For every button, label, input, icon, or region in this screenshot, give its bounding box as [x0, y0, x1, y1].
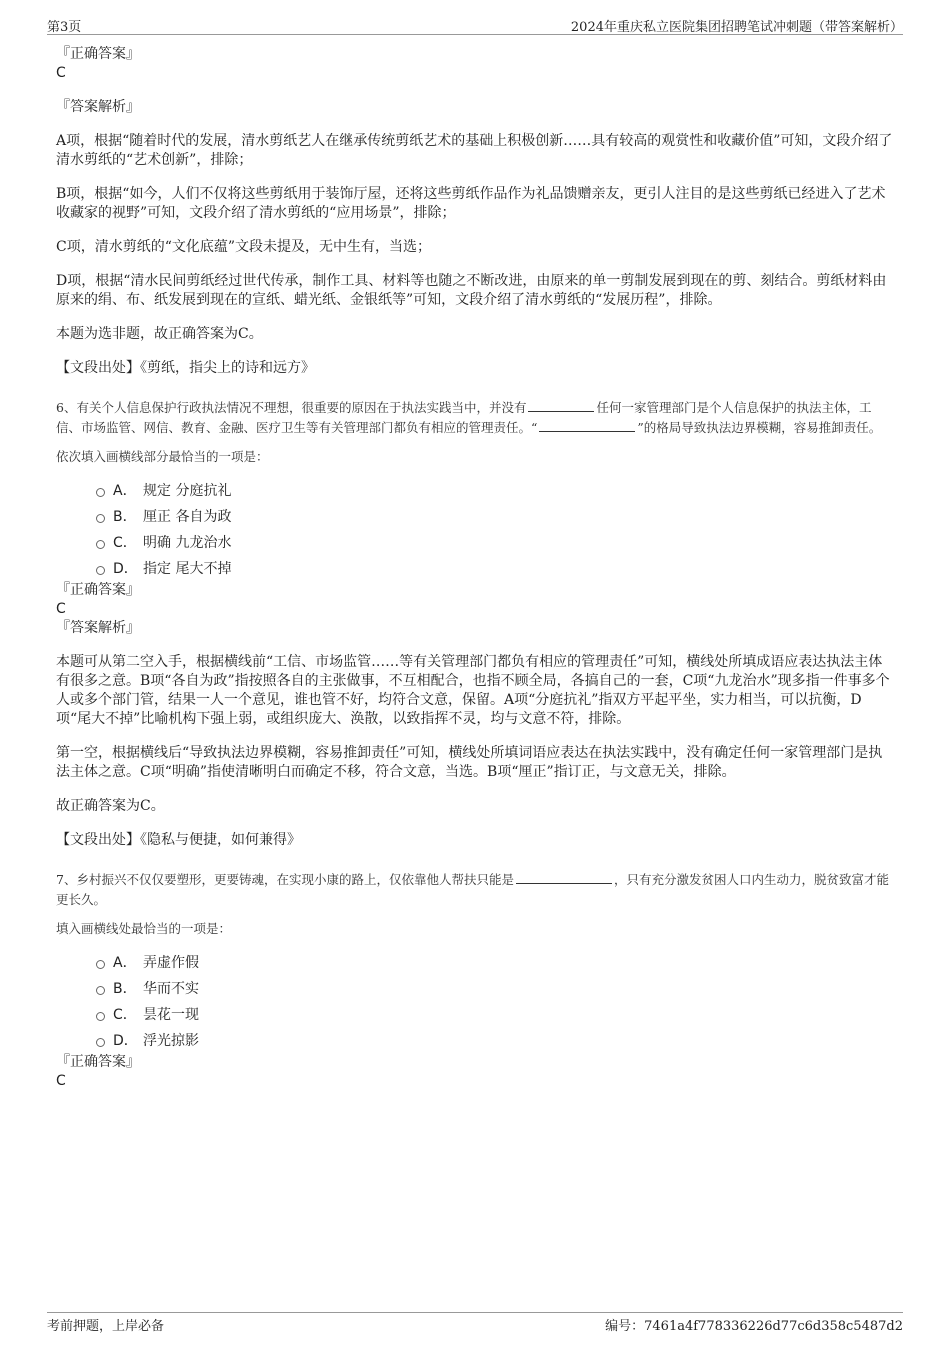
analysis-paragraph: 本题为选非题，故正确答案为C。 — [56, 326, 263, 342]
document-code: 编号：7461a4f778336226d77c6d358c5487d2 — [605, 1319, 903, 1334]
analysis-paragraph: D项，根据“清水民间剪纸经过世代传承，制作工具、材料等也随之不断改进，由原来的单一剪制发展到现在的剪、刻结合。剪纸材料由原来的绢、布、纸发展到现在的宣纸、蜡光纸、金银纸等”可知，文段介绍了清水剪纸的“发展历程”，排除。 — [56, 273, 887, 308]
radio-icon[interactable] — [96, 488, 105, 497]
page-footer — [47, 1312, 903, 1335]
option-c[interactable]: C． 明确 九龙治水 — [96, 529, 896, 555]
answer-value: C — [56, 65, 66, 81]
page-number: 第3页 — [47, 20, 82, 35]
page-header — [47, 14, 903, 35]
question-instruction: 填入画横线处最恰当的一项是： — [56, 921, 232, 936]
option-d[interactable]: D． 指定 尾大不掉 — [96, 555, 896, 581]
page-content — [56, 45, 896, 1091]
option-list — [96, 949, 896, 1053]
radio-icon[interactable] — [96, 566, 105, 575]
fill-blank — [528, 398, 594, 412]
analysis-paragraph: 故正确答案为C。 — [56, 798, 165, 814]
radio-icon[interactable] — [96, 1038, 105, 1047]
question-stem: 6、有关个人信息保护行政执法情况不理想，很重要的原因在于执法实践当中，并没有 任何一家管理部门是个人信息保护的执法主体，工信、市场监管、网信、教育、金融、医疗卫生等有关管理部门都负有相应的管理责任。“ ”的格局导致执法边界模糊，容易推卸责任。 — [56, 400, 882, 435]
analysis-paragraph: C项，清水剪纸的“文化底蕴”文段未提及，无中生有，当选； — [56, 239, 432, 255]
source-citation: 【文段出处】《隐私与便捷，如何兼得》 — [56, 832, 301, 848]
question-stem: 7、乡村振兴不仅仅要塑形，更要铸魂，在实现小康的路上，仅依靠他人帮扶只能是 ，只有充分激发贫困人口内生动力，脱贫致富才能更长久。 — [56, 872, 889, 907]
analysis-label: 『答案解析』 — [56, 620, 140, 636]
option-d[interactable]: D． 浮光掠影 — [96, 1027, 896, 1053]
option-c[interactable]: C． 昙花一现 — [96, 1001, 896, 1027]
footer-slogan: 考前押题，上岸必备 — [47, 1319, 165, 1334]
question-instruction: 依次填入画横线部分最恰当的一项是： — [56, 449, 269, 464]
fill-blank — [516, 870, 612, 884]
radio-icon[interactable] — [96, 540, 105, 549]
answer-value: C — [56, 1073, 66, 1089]
analysis-paragraph: A项，根据“随着时代的发展，清水剪纸艺人在继承传统剪纸艺术的基础上积极创新……具有较高的观赏性和收藏价值”可知，文段介绍了清水剪纸的“艺术创新”，排除； — [56, 133, 893, 168]
answer-label: 『正确答案』 — [56, 46, 140, 62]
option-a[interactable]: A． 弄虚作假 — [96, 949, 896, 975]
analysis-paragraph: 第一空，根据横线后“导致执法边界模糊，容易推卸责任”可知，横线处所填词语应表达在执法实践中，没有确定任何一家管理部门是执法主体之意。C项“明确”指使清晰明白而确定不移，符合文意，当选。B项“厘正”指订正，与文意无关，排除。 — [56, 745, 883, 780]
option-list — [96, 477, 896, 581]
option-b[interactable]: B． 华而不实 — [96, 975, 896, 1001]
option-a[interactable]: A． 规定 分庭抗礼 — [96, 477, 896, 503]
answer-value: C — [56, 601, 66, 617]
analysis-paragraph: B项，根据“如今，人们不仅将这些剪纸用于装饰厅屋，还将这些剪纸作品作为礼品馈赠亲友，更引人注目的是这些剪纸已经进入了艺术收藏家的视野”可知，文段介绍了清水剪纸的“应用场景”，排除； — [56, 186, 886, 221]
radio-icon[interactable] — [96, 514, 105, 523]
radio-icon[interactable] — [96, 986, 105, 995]
document-title: 2024年重庆私立医院集团招聘笔试冲刺题（带答案解析） — [570, 20, 903, 35]
answer-label: 『正确答案』 — [56, 582, 140, 598]
analysis-label: 『答案解析』 — [56, 99, 140, 115]
source-citation: 【文段出处】《剪纸，指尖上的诗和远方》 — [56, 360, 315, 376]
radio-icon[interactable] — [96, 1012, 105, 1021]
radio-icon[interactable] — [96, 960, 105, 969]
answer-label: 『正确答案』 — [56, 1054, 140, 1070]
option-b[interactable]: B． 厘正 各自为政 — [96, 503, 896, 529]
fill-blank — [539, 418, 635, 432]
analysis-paragraph: 本题可从第二空入手，根据横线前“工信、市场监管……等有关管理部门都负有相应的管理责任”可知，横线处所填成语应表达执法主体有很多之意。B项“各自为政”指按照各自的主张做事，不互相配合，也指不顾全局，各搞自己的一套，C项“九龙治水”现多指一件事多个人或多个部门管，结果一人一个意见，谁也管不好，均符合文意，保留。A项“分庭抗礼”指双方平起平坐，实力相当，可以抗衡，D项“尾大不掉”比喻机构下强上弱，或组织庞大、涣散，以致指挥不灵，均与文意不符，排除。 — [56, 654, 890, 727]
